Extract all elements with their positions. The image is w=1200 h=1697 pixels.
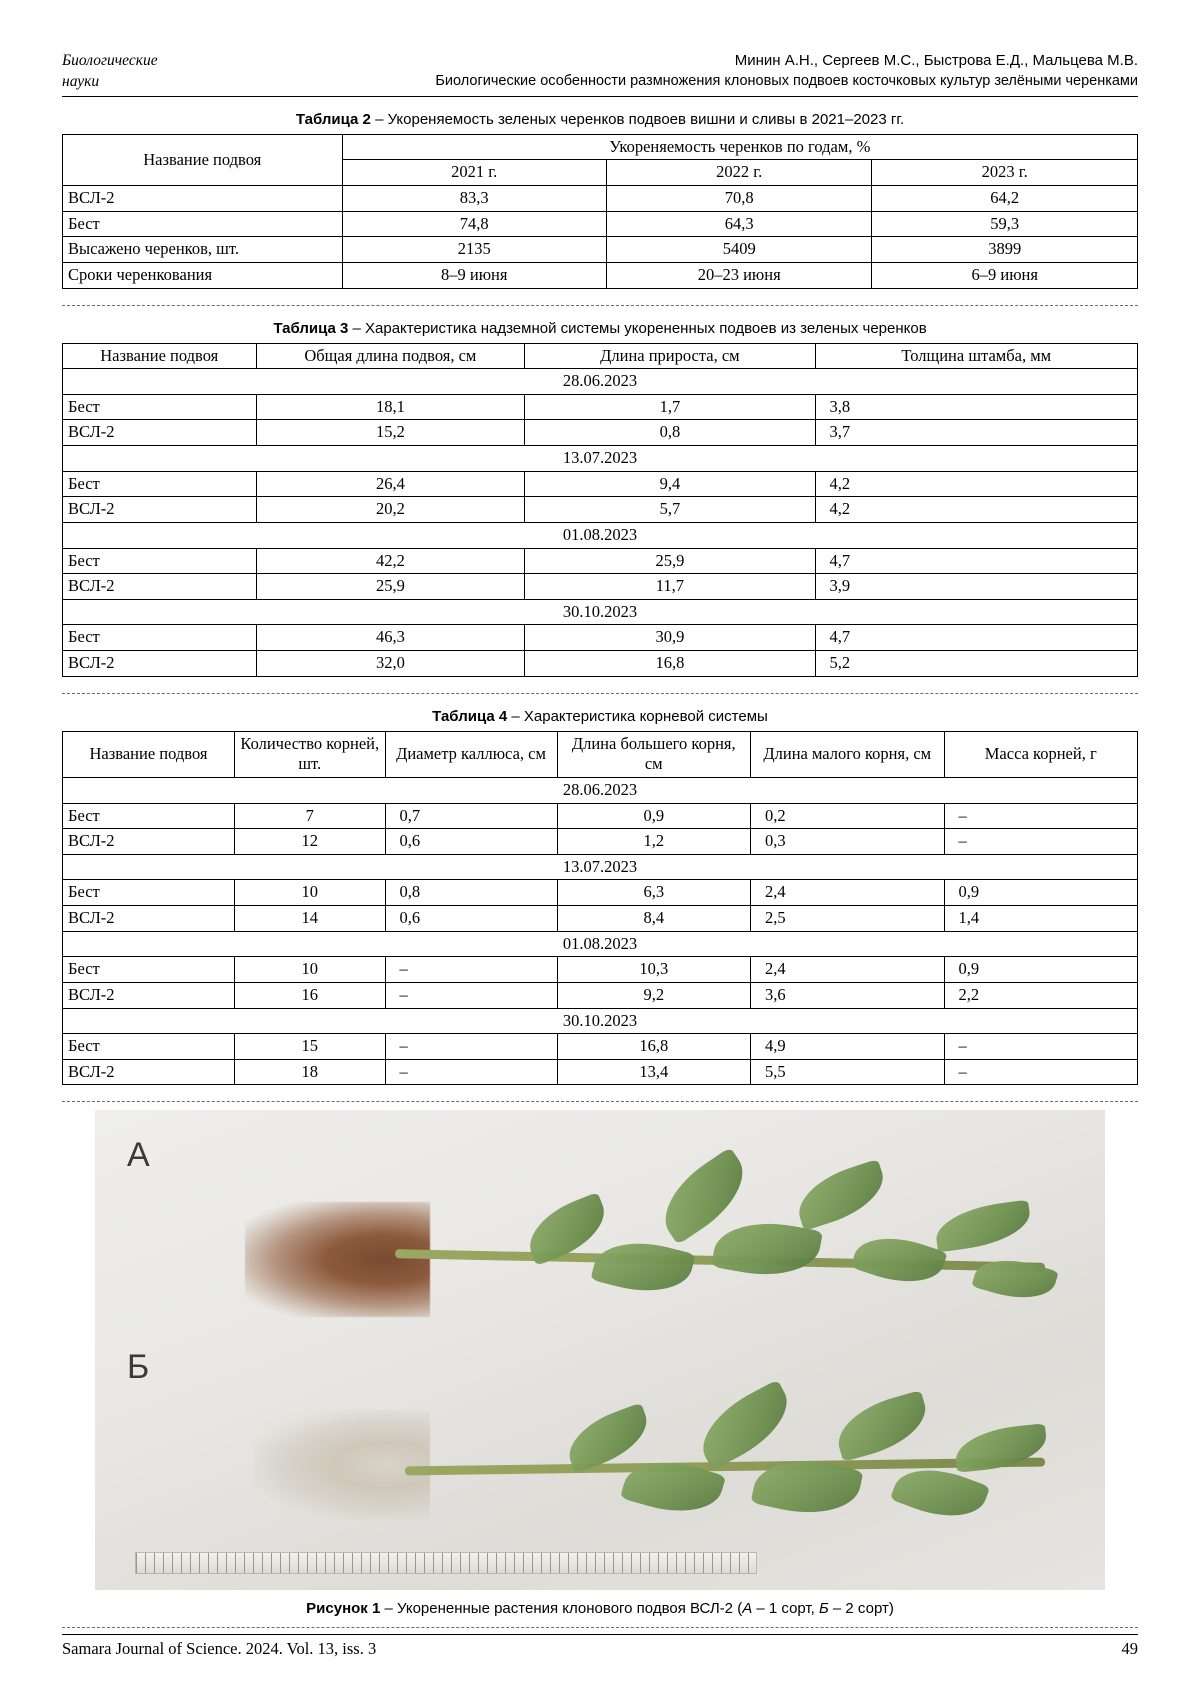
table3-cell: 4,7 <box>815 548 1138 574</box>
table4-cell: 14 <box>235 906 386 932</box>
table4-cell: 12 <box>235 829 386 855</box>
figure-label-a: А <box>127 1136 150 1175</box>
table3-cell: 3,8 <box>815 394 1138 420</box>
table4-row-name: Бест <box>63 1034 235 1060</box>
table2-cell: 5409 <box>606 237 872 263</box>
header-article-title: Биологические особенности размножения клоновых подвоев косточковых культур зелёными черенками <box>435 73 1138 89</box>
figure-caption-a-rest: – 1 сорт, <box>752 1600 819 1618</box>
table4-col-1: Количество корней, шт. <box>235 731 386 777</box>
table2-col-year-1: 2021 г. <box>342 160 606 186</box>
table4-row-name: Бест <box>63 957 235 983</box>
table3-cell: 4,2 <box>815 471 1138 497</box>
table3-cell: 3,9 <box>815 574 1138 600</box>
page-header <box>62 50 1138 97</box>
table4-cell: – <box>944 1059 1138 1085</box>
table4-cell: 0,8 <box>385 880 557 906</box>
table-row <box>63 957 1138 983</box>
table-group-row <box>63 522 1138 548</box>
plant-a-roots <box>245 1202 430 1317</box>
figure-caption-label: Рисунок 1 <box>306 1600 381 1618</box>
table3-caption-text: – Характеристика надземной системы укорененных подвоев из зеленых черенков <box>352 319 927 337</box>
table3-group-date: 13.07.2023 <box>63 446 1138 472</box>
table4-cell: 8,4 <box>557 906 751 932</box>
table-row <box>63 651 1138 677</box>
table-4 <box>62 731 1138 1086</box>
table3-cell: 46,3 <box>256 625 525 651</box>
table2-caption-label: Таблица 2 <box>295 110 371 128</box>
table2-cell: 20–23 июня <box>606 262 872 288</box>
table4-col-0: Название подвоя <box>63 731 235 777</box>
page-footer <box>62 1634 1138 1659</box>
table3-cell: 18,1 <box>256 394 525 420</box>
ruler <box>135 1552 757 1574</box>
figure-caption-b: Б <box>818 1600 829 1618</box>
table3-row-name: Бест <box>63 471 257 497</box>
table3-cell: 4,7 <box>815 625 1138 651</box>
table4-cell: 0,2 <box>751 803 945 829</box>
table-row <box>63 211 1138 237</box>
table4-cell: – <box>944 829 1138 855</box>
table4-row-name: ВСЛ-2 <box>63 829 235 855</box>
table4-cell: 9,2 <box>557 982 751 1008</box>
table-row <box>63 471 1138 497</box>
table3-cell: 9,4 <box>525 471 815 497</box>
figure-1-caption <box>62 1600 1138 1617</box>
table4-group-date: 30.10.2023 <box>63 1008 1138 1034</box>
table3-row-name: ВСЛ-2 <box>63 420 257 446</box>
table4-cell: 15 <box>235 1034 386 1060</box>
table3-cell: 32,0 <box>256 651 525 677</box>
table3-col-1: Общая длина подвоя, см <box>256 343 525 369</box>
table2-cell: 64,3 <box>606 211 872 237</box>
table4-col-2: Диаметр каллюса, см <box>385 731 557 777</box>
table2-cell: 64,2 <box>872 186 1138 212</box>
table4-row-name: Бест <box>63 803 235 829</box>
table4-caption-text: – Характеристика корневой системы <box>511 707 768 725</box>
table4-cell: – <box>385 982 557 1008</box>
table-row <box>63 625 1138 651</box>
table3-cell: 3,7 <box>815 420 1138 446</box>
table4-row-name: Бест <box>63 880 235 906</box>
divider <box>62 693 1138 694</box>
table-group-row <box>63 446 1138 472</box>
table4-cell: 4,9 <box>751 1034 945 1060</box>
table4-cell: 3,6 <box>751 982 945 1008</box>
table-row <box>63 1059 1138 1085</box>
table4-cell: 1,2 <box>557 829 751 855</box>
table4-cell: 16 <box>235 982 386 1008</box>
table-3 <box>62 343 1138 677</box>
table4-cell: 0,6 <box>385 829 557 855</box>
table-group-row <box>63 777 1138 803</box>
table2-cell: 6–9 июня <box>872 262 1138 288</box>
table4-cell: 2,4 <box>751 957 945 983</box>
table2-col-name: Название подвоя <box>63 134 343 185</box>
table3-col-2: Длина прироста, см <box>525 343 815 369</box>
table3-cell: 5,2 <box>815 651 1138 677</box>
table-row <box>63 394 1138 420</box>
header-authors: Минин А.Н., Сергеев М.С., Быстрова Е.Д., Мальцева М.В. <box>734 52 1138 69</box>
table-row <box>63 982 1138 1008</box>
table3-group-date: 01.08.2023 <box>63 522 1138 548</box>
table2-col-year-2: 2022 г. <box>606 160 872 186</box>
table4-col-4: Длина малого корня, см <box>751 731 945 777</box>
table-header-row <box>63 343 1138 369</box>
table4-cell: 10 <box>235 880 386 906</box>
table3-cell: 26,4 <box>256 471 525 497</box>
table-header-row <box>63 134 1138 160</box>
table4-cell: 0,7 <box>385 803 557 829</box>
table4-row-name: ВСЛ-2 <box>63 906 235 932</box>
figure-caption-text: – Укорененные растения клонового подвоя ВСЛ-2 ( <box>384 1600 743 1618</box>
table3-caption-label: Таблица 3 <box>273 319 349 337</box>
header-article-info <box>262 50 1138 91</box>
table2-cell: 8–9 июня <box>342 262 606 288</box>
header-section-line2: науки <box>62 72 100 90</box>
table4-cell: 2,5 <box>751 906 945 932</box>
figure-caption-a: А <box>742 1600 753 1618</box>
table4-caption-label: Таблица 4 <box>432 707 508 725</box>
figure-1-image <box>95 1110 1105 1590</box>
table-row <box>63 906 1138 932</box>
table3-group-date: 28.06.2023 <box>63 369 1138 395</box>
table-group-row <box>63 931 1138 957</box>
table4-cell: 7 <box>235 803 386 829</box>
table4-cell: 13,4 <box>557 1059 751 1085</box>
table2-col-year-3: 2023 г. <box>872 160 1138 186</box>
table3-row-name: Бест <box>63 548 257 574</box>
plant-a-leaf <box>933 1200 1034 1253</box>
table2-row-name: Высажено черенков, шт. <box>63 237 343 263</box>
table2-cell: 74,8 <box>342 211 606 237</box>
table4-cell: 10 <box>235 957 386 983</box>
figure-caption-b-rest: – 2 сорт) <box>828 1600 894 1618</box>
plant-b-leaf <box>689 1380 801 1471</box>
table4-cell: 0,9 <box>944 957 1138 983</box>
table4-caption <box>62 708 1138 725</box>
table4-cell: 0,6 <box>385 906 557 932</box>
table3-col-0: Название подвоя <box>63 343 257 369</box>
table4-cell: 5,5 <box>751 1059 945 1085</box>
table4-cell: – <box>385 957 557 983</box>
table4-group-date: 01.08.2023 <box>63 931 1138 957</box>
table3-cell: 11,7 <box>525 574 815 600</box>
figure-1-wrapper <box>62 1110 1138 1590</box>
table3-row-name: Бест <box>63 394 257 420</box>
table3-cell: 30,9 <box>525 625 815 651</box>
table3-row-name: Бест <box>63 625 257 651</box>
figure-label-b: Б <box>127 1348 150 1387</box>
table-row <box>63 262 1138 288</box>
table4-cell: 10,3 <box>557 957 751 983</box>
divider <box>62 1627 1138 1628</box>
table3-caption <box>62 320 1138 337</box>
table3-cell: 25,9 <box>256 574 525 600</box>
table2-cell: 83,3 <box>342 186 606 212</box>
table3-cell: 4,2 <box>815 497 1138 523</box>
table3-cell: 0,8 <box>525 420 815 446</box>
table-header-row <box>63 731 1138 777</box>
plant-a-leaf <box>850 1226 947 1295</box>
table4-cell: 0,9 <box>557 803 751 829</box>
table4-cell: 18 <box>235 1059 386 1085</box>
table2-cell: 59,3 <box>872 211 1138 237</box>
table3-cell: 25,9 <box>525 548 815 574</box>
table4-cell: 6,3 <box>557 880 751 906</box>
table4-cell: 1,4 <box>944 906 1138 932</box>
table4-cell: – <box>385 1034 557 1060</box>
table3-row-name: ВСЛ-2 <box>63 574 257 600</box>
table4-cell: – <box>944 1034 1138 1060</box>
table3-cell: 20,2 <box>256 497 525 523</box>
table-row <box>63 420 1138 446</box>
table-group-row <box>63 369 1138 395</box>
table2-caption <box>62 111 1138 128</box>
table3-cell: 5,7 <box>525 497 815 523</box>
table4-cell: 16,8 <box>557 1034 751 1060</box>
plant-a-leaf <box>790 1159 892 1231</box>
table4-group-date: 28.06.2023 <box>63 777 1138 803</box>
table4-col-5: Масса корней, г <box>944 731 1138 777</box>
table4-cell: 2,2 <box>944 982 1138 1008</box>
table2-row-name: Сроки черенкования <box>63 262 343 288</box>
divider <box>62 305 1138 306</box>
table4-row-name: ВСЛ-2 <box>63 982 235 1008</box>
table2-cell: 70,8 <box>606 186 872 212</box>
table2-col-group: Укореняемость черенков по годам, % <box>342 134 1138 160</box>
header-section-line1: Биологические <box>62 52 158 69</box>
table-row <box>63 186 1138 212</box>
table-row <box>63 574 1138 600</box>
table3-col-3: Толщина штамба, мм <box>815 343 1138 369</box>
footer-page-number: 49 <box>1121 1639 1138 1658</box>
table3-cell: 42,2 <box>256 548 525 574</box>
table-row <box>63 880 1138 906</box>
table2-caption-text: – Укореняемость зеленых черенков подвоев вишни и сливы в 2021–2023 гг. <box>375 110 905 128</box>
table3-group-date: 30.10.2023 <box>63 599 1138 625</box>
table4-row-name: ВСЛ-2 <box>63 1059 235 1085</box>
table4-cell: 0,9 <box>944 880 1138 906</box>
table4-group-date: 13.07.2023 <box>63 854 1138 880</box>
divider <box>62 1101 1138 1102</box>
table-row <box>63 497 1138 523</box>
table3-row-name: ВСЛ-2 <box>63 497 257 523</box>
table3-cell: 1,7 <box>525 394 815 420</box>
plant-b-leaf <box>830 1390 934 1462</box>
table2-row-name: ВСЛ-2 <box>63 186 343 212</box>
table2-row-name: Бест <box>63 211 343 237</box>
table3-cell: 15,2 <box>256 420 525 446</box>
table4-cell: – <box>944 803 1138 829</box>
table2-cell: 2135 <box>342 237 606 263</box>
table4-cell: 0,3 <box>751 829 945 855</box>
table-group-row <box>63 599 1138 625</box>
table-row <box>63 1034 1138 1060</box>
header-section-name <box>62 50 262 93</box>
table3-row-name: ВСЛ-2 <box>63 651 257 677</box>
table2-cell: 3899 <box>872 237 1138 263</box>
table-group-row <box>63 1008 1138 1034</box>
table-group-row <box>63 854 1138 880</box>
plant-a-leaf <box>971 1250 1058 1309</box>
table-row <box>63 548 1138 574</box>
table-row <box>63 829 1138 855</box>
table-row <box>63 803 1138 829</box>
table4-cell: – <box>385 1059 557 1085</box>
plant-b-roots <box>255 1410 430 1520</box>
table4-col-3: Длина большего корня, см <box>557 731 751 777</box>
table-2 <box>62 134 1138 289</box>
table-row <box>63 237 1138 263</box>
table3-cell: 16,8 <box>525 651 815 677</box>
footer-journal: Samara Journal of Science. 2024. Vol. 13, iss. 3 <box>62 1639 377 1658</box>
table4-cell: 2,4 <box>751 880 945 906</box>
